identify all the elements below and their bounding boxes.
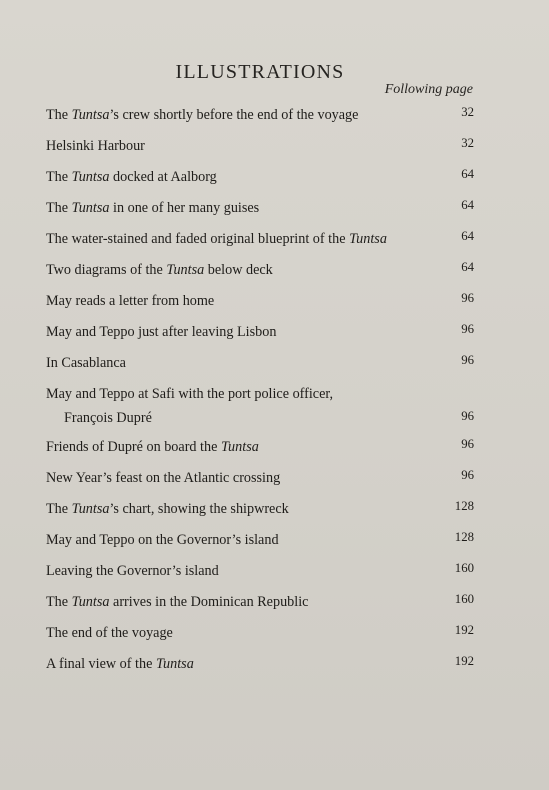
illustration-title <box>46 350 476 376</box>
illustration-entry <box>46 133 476 164</box>
illustration-entry <box>46 350 476 381</box>
title-text: New Year’s feast on the Atlantic crossing <box>46 470 281 486</box>
illustration-title <box>46 651 476 677</box>
page-number: 192 <box>454 623 474 637</box>
page-number: 128 <box>454 530 474 544</box>
illustration-entry <box>46 434 476 465</box>
title-text: Leaving the Governor’s island <box>46 563 219 579</box>
page-number: 96 <box>461 409 474 423</box>
illustration-entry <box>46 102 476 133</box>
page-number: 160 <box>454 592 474 606</box>
page-number: 64 <box>461 167 474 181</box>
illustration-title <box>46 434 476 460</box>
illustration-entry <box>46 164 476 195</box>
illustration-title <box>46 319 476 345</box>
illustration-entry <box>46 589 476 620</box>
illustration-entry <box>46 527 476 558</box>
ship-name-italic: Tuntsa <box>71 501 110 517</box>
illustration-entry <box>46 195 476 226</box>
illustration-entry <box>46 288 476 319</box>
illustration-title <box>46 226 476 252</box>
page-number: 96 <box>461 353 474 367</box>
illustration-title <box>46 257 476 283</box>
title-text: ’s chart, showing the shipwreck <box>109 501 289 517</box>
title-text: The <box>46 107 72 123</box>
title-text: docked at Aalborg <box>109 169 217 185</box>
title-text: The <box>46 501 72 517</box>
illustration-title <box>46 527 476 553</box>
page-number: 160 <box>454 561 474 575</box>
title-text: below deck <box>204 262 273 278</box>
title-text: A final view of the <box>46 656 156 672</box>
illustration-entry <box>46 319 476 350</box>
illustration-title <box>46 288 476 314</box>
illustration-title <box>46 620 476 646</box>
illustration-title <box>46 589 476 615</box>
title-text: in one of her many guises <box>109 200 260 216</box>
title-text: The <box>46 200 72 216</box>
page-number: 192 <box>454 654 474 668</box>
illustration-entry <box>46 651 476 682</box>
illustration-title <box>46 102 476 128</box>
illustration-title <box>46 465 476 491</box>
title-text: May reads a letter from home <box>46 293 215 309</box>
illustration-title <box>46 164 476 190</box>
page-number: 64 <box>461 260 474 274</box>
illustration-entry <box>46 496 476 527</box>
ship-name-italic: Tuntsa <box>349 231 387 247</box>
page-heading: ILLUSTRATIONS <box>175 61 345 83</box>
title-text: Friends of Dupré on board the <box>46 439 221 455</box>
title-text: The <box>46 594 72 610</box>
page-number: 64 <box>461 229 474 243</box>
illustration-title <box>46 496 476 522</box>
ship-name-italic: Tuntsa <box>71 107 110 123</box>
title-text: ’s crew shortly before the end of the voyage <box>109 107 359 123</box>
illustration-entry <box>46 257 476 288</box>
illustrations-list <box>46 102 476 682</box>
page-number: 128 <box>454 499 474 513</box>
illustration-title <box>46 381 476 430</box>
illustration-title <box>46 195 476 221</box>
ship-name-italic: Tuntsa <box>166 262 205 278</box>
illustration-title <box>46 133 476 159</box>
page-number: 96 <box>461 437 474 451</box>
page-number: 96 <box>461 468 474 482</box>
title-text: The end of the voyage <box>46 625 173 641</box>
title-text: Two diagrams of the <box>46 262 167 278</box>
page-number: 64 <box>461 198 474 212</box>
title-text: The <box>46 169 72 185</box>
illustration-title <box>46 558 476 584</box>
title-text: Helsinki Harbour <box>46 138 145 154</box>
ship-name-italic: Tuntsa <box>220 439 259 455</box>
title-text: In Casablanca <box>46 355 126 371</box>
illustration-entry <box>46 558 476 589</box>
illustration-entry <box>46 226 476 257</box>
title-continuation: François Dupré <box>64 410 152 426</box>
page-number: 96 <box>461 291 474 305</box>
title-text: May and Teppo on the Governor’s island <box>46 532 279 548</box>
ship-name-italic: Tuntsa <box>71 169 110 185</box>
illustration-entry <box>46 381 476 434</box>
title-text: May and Teppo just after leaving Lisbon <box>46 324 277 340</box>
illustration-entry <box>46 620 476 651</box>
ship-name-italic: Tuntsa <box>155 656 194 672</box>
page-number: 32 <box>461 136 474 150</box>
ship-name-italic: Tuntsa <box>71 594 110 610</box>
title-text: arrives in the Dominican Republic <box>109 594 309 610</box>
page-number: 32 <box>461 105 474 119</box>
illustration-entry <box>46 465 476 496</box>
title-text: May and Teppo at Safi with the port police officer, <box>46 386 334 402</box>
column-subheading: Following page <box>384 82 473 97</box>
title-text: The water-stained and faded original blueprint of the <box>46 231 350 247</box>
page-number: 96 <box>461 322 474 336</box>
ship-name-italic: Tuntsa <box>71 200 110 216</box>
